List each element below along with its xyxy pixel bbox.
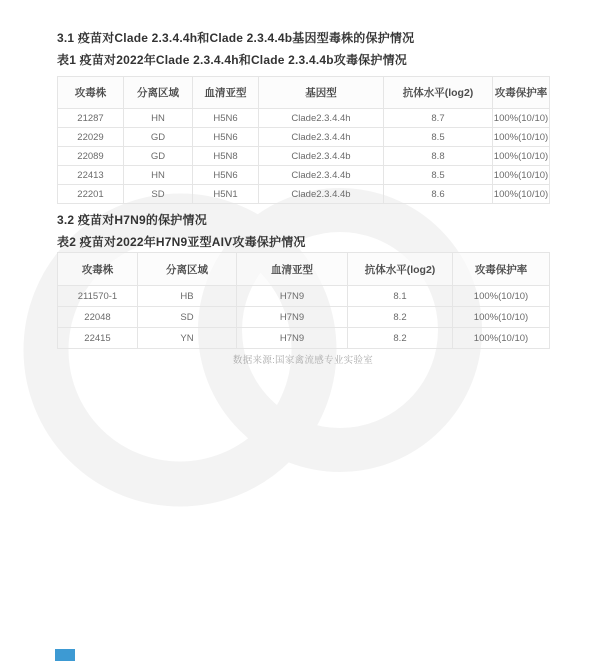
table-cell: H7N9 — [237, 328, 348, 349]
table-cell: H5N6 — [193, 109, 259, 128]
table-1-header — [58, 77, 550, 109]
table-cell: SD — [138, 307, 237, 328]
table-cell: GD — [124, 128, 193, 147]
table-row — [58, 185, 550, 204]
table-cell: 211570-1 — [58, 286, 138, 307]
table-row — [58, 307, 550, 328]
table-2-h7n9-protection — [57, 252, 550, 349]
table-row — [58, 286, 550, 307]
table-cell: 100%(10/10) — [493, 147, 550, 166]
table-cell: Clade2.3.4.4b — [259, 166, 384, 185]
table-row — [58, 328, 550, 349]
table-header-row — [58, 253, 550, 286]
table-cell: SD — [124, 185, 193, 204]
table2-title: 表2 疫苗对2022年H7N9亚型AIV攻毒保护情况 — [57, 235, 306, 249]
table-cell: 8.7 — [384, 109, 493, 128]
column-header: 攻毒株 — [58, 77, 124, 109]
table-header-row — [58, 77, 550, 109]
table-1-body — [58, 109, 550, 204]
table-cell: 22201 — [58, 185, 124, 204]
table-row — [58, 147, 550, 166]
table-cell: 100%(10/10) — [493, 128, 550, 147]
column-header: 攻毒保护率 — [493, 77, 550, 109]
table-cell: H7N9 — [237, 286, 348, 307]
table-cell: 8.5 — [384, 128, 493, 147]
table-2-header — [58, 253, 550, 286]
table-cell: Clade2.3.4.4h — [259, 128, 384, 147]
table-row — [58, 166, 550, 185]
table-cell: 100%(10/10) — [493, 109, 550, 128]
column-header: 抗体水平(log2) — [348, 253, 453, 286]
table-cell: 22089 — [58, 147, 124, 166]
column-header: 分离区域 — [138, 253, 237, 286]
table-2-body — [58, 286, 550, 349]
table-cell: 22029 — [58, 128, 124, 147]
table-cell: 22048 — [58, 307, 138, 328]
table-row — [58, 128, 550, 147]
table-cell: 8.2 — [348, 328, 453, 349]
column-header: 攻毒株 — [58, 253, 138, 286]
table-cell: 100%(10/10) — [493, 166, 550, 185]
table-cell: HB — [138, 286, 237, 307]
table-cell: 100%(10/10) — [453, 286, 550, 307]
table-row — [58, 109, 550, 128]
table-cell: GD — [124, 147, 193, 166]
table-cell: YN — [138, 328, 237, 349]
table-cell: Clade2.3.4.4b — [259, 185, 384, 204]
table-cell: 100%(10/10) — [493, 185, 550, 204]
table-cell: 22413 — [58, 166, 124, 185]
table-cell: 8.6 — [384, 185, 493, 204]
table-cell: H5N1 — [193, 185, 259, 204]
column-header: 分离区域 — [124, 77, 193, 109]
table1-title: 表1 疫苗对2022年Clade 2.3.4.4h和Clade 2.3.4.4b攻毒保护情况 — [57, 53, 407, 67]
page-corner-marker — [55, 649, 75, 661]
table-cell: H5N6 — [193, 166, 259, 185]
table-cell: HN — [124, 166, 193, 185]
table-cell: 8.8 — [384, 147, 493, 166]
table-1-challenge-protection — [57, 76, 550, 204]
table-cell: 8.5 — [384, 166, 493, 185]
section-3-2-heading: 3.2 疫苗对H7N9的保护情况 — [57, 213, 207, 227]
table-cell: 8.1 — [348, 286, 453, 307]
column-header: 血清亚型 — [193, 77, 259, 109]
table-cell: 100%(10/10) — [453, 328, 550, 349]
column-header: 基因型 — [259, 77, 384, 109]
section-3-1-heading: 3.1 疫苗对Clade 2.3.4.4h和Clade 2.3.4.4b基因型毒株的保护情况 — [57, 31, 415, 45]
table-cell: HN — [124, 109, 193, 128]
table-cell: H5N8 — [193, 147, 259, 166]
column-header: 血清亚型 — [237, 253, 348, 286]
table-cell: 8.2 — [348, 307, 453, 328]
table-cell: H5N6 — [193, 128, 259, 147]
column-header: 抗体水平(log2) — [384, 77, 493, 109]
data-source-note: 数据来源:国家禽流感专业实验室 — [232, 355, 374, 366]
column-header: 攻毒保护率 — [453, 253, 550, 286]
table-cell: Clade2.3.4.4b — [259, 147, 384, 166]
table-cell: 22415 — [58, 328, 138, 349]
table-cell: H7N9 — [237, 307, 348, 328]
table-cell: 100%(10/10) — [453, 307, 550, 328]
table-cell: Clade2.3.4.4h — [259, 109, 384, 128]
table-cell: 21287 — [58, 109, 124, 128]
